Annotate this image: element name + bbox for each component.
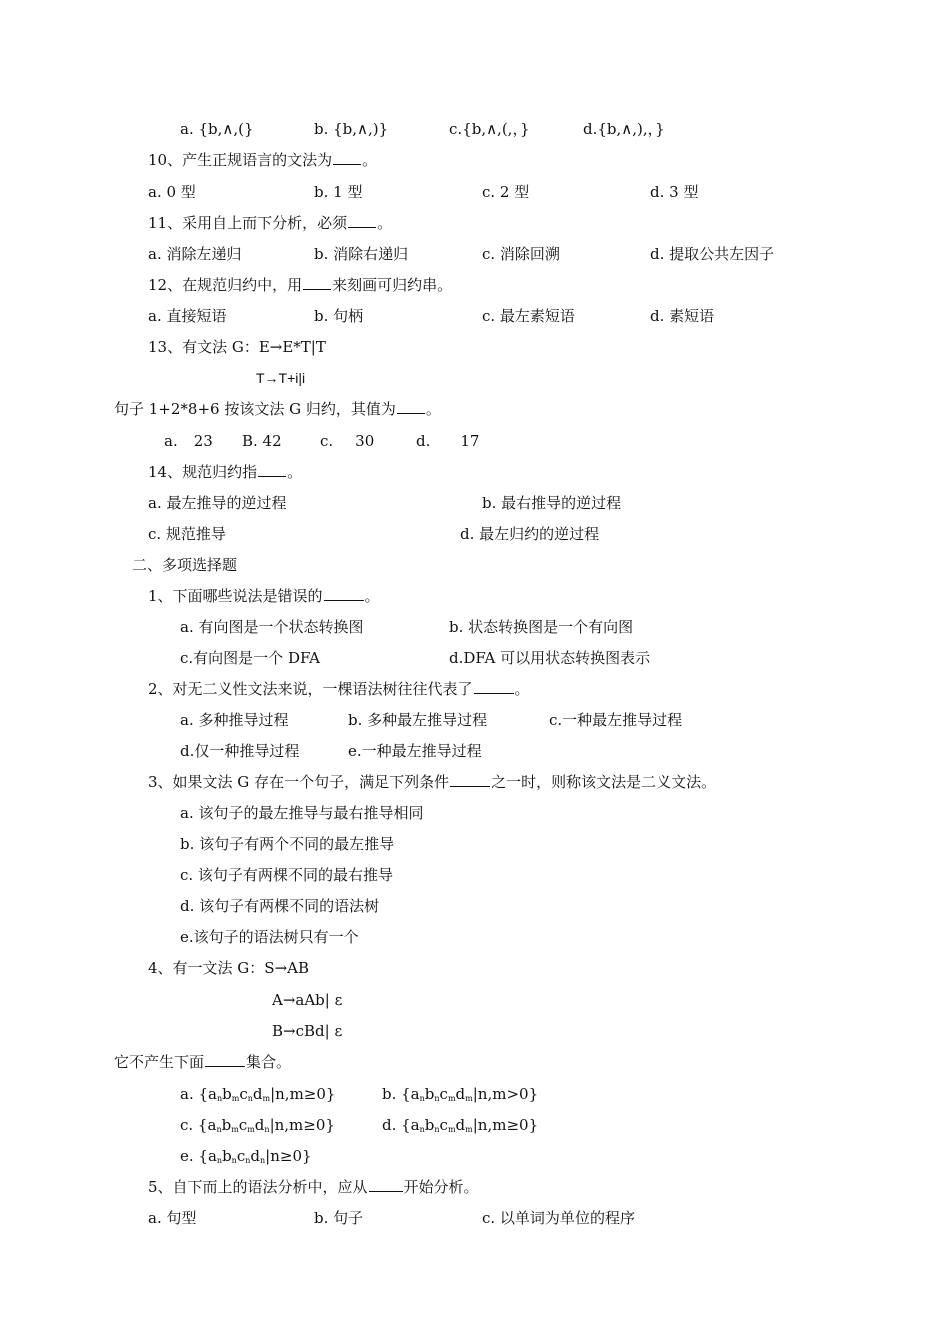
q13-option-d: d. 17 — [416, 432, 480, 450]
q14-question: 14、规范归约指 。 — [148, 463, 303, 481]
answer-blank — [205, 1054, 245, 1067]
m2-option-b: b. 多种最左推导过程 — [348, 711, 488, 729]
q11-question: 11、采用自上而下分析，必须 。 — [148, 214, 393, 232]
m3-option-c: c. 该句子有两棵不同的最右推导 — [180, 866, 393, 884]
answer-blank — [258, 464, 286, 477]
m1-question: 1、下面哪些说法是错误的 。 — [148, 587, 380, 605]
answer-blank — [369, 1179, 403, 1192]
q13-grammar-line2: T→T+i|i — [256, 370, 306, 386]
m2-question: 2、对无二义性文法来说，一棵语法树往往代表了 。 — [148, 680, 530, 698]
q13-option-b: B. 42 — [242, 432, 282, 450]
q9-option-c: c.{b,∧,(,，} — [449, 120, 530, 138]
q13-grammar-line1: 13、有文法 G：E→E*T|T — [148, 338, 326, 356]
m1-option-a: a. 有向图是一个状态转换图 — [180, 618, 364, 636]
section-heading: 二、多项选择题 — [132, 556, 238, 574]
q9-option-b: b. {b,∧,)} — [314, 120, 389, 138]
m1-option-b: b. 状态转换图是一个有向图 — [449, 618, 634, 636]
q14-option-d: d. 最左归约的逆过程 — [460, 525, 600, 543]
q10-option-c: c. 2 型 — [482, 183, 530, 201]
q12-option-c: c. 最左素短语 — [482, 307, 575, 325]
q10-question: 10、产生正规语言的文法为 。 — [148, 151, 378, 169]
answer-blank — [333, 152, 361, 165]
q10-option-d: d. 3 型 — [650, 183, 699, 201]
m3-option-e: e.该句子的语法树只有一个 — [180, 928, 359, 946]
m4-option-c: c. $\{a_nb_mc_md_n|n,m\ge 0\}$ — [180, 1116, 335, 1134]
q13-option-c: c. 30 — [320, 432, 375, 450]
q14-option-c: c. 规范推导 — [148, 525, 226, 543]
m2-option-c: c.一种最左推导过程 — [549, 711, 683, 729]
m5-option-b: b. 句子 — [314, 1209, 364, 1227]
q12-question: 12、在规范归约中，用 来刻画可归约串。 — [148, 276, 453, 294]
q11-option-d: d. 提取公共左因子 — [650, 245, 775, 263]
m5-option-a: a. 句型 — [148, 1209, 197, 1227]
q13-option-a: a. 23 — [164, 432, 213, 450]
q10-option-b: b. 1 型 — [314, 183, 363, 201]
m3-option-a: a. 该句子的最左推导与最右推导相同 — [180, 804, 424, 822]
answer-blank — [324, 588, 364, 601]
answer-blank — [303, 277, 331, 290]
q14-option-a: a. 最左推导的逆过程 — [148, 494, 287, 512]
m3-option-d: d. 该句子有两棵不同的语法树 — [180, 897, 380, 915]
m2-option-e: e.一种最左推导过程 — [348, 742, 482, 760]
m5-question: 5、自下而上的语法分析中，应从 开始分析。 — [148, 1178, 479, 1196]
m4-grammar-line3: B→cBd| ε — [272, 1022, 343, 1040]
m2-option-a: a. 多种推导过程 — [180, 711, 289, 729]
m3-question: 3、如果文法 G 存在一个句子，满足下列条件 之一时，则称该文法是二义文法。 — [148, 773, 717, 791]
q12-option-a: a. 直接短语 — [148, 307, 227, 325]
m3-option-b: b. 该句子有两个不同的最左推导 — [180, 835, 395, 853]
q11-option-a: a. 消除左递归 — [148, 245, 242, 263]
m4-grammar-line1: 4、有一文法 G：S→AB — [148, 959, 309, 977]
q11-option-c: c. 消除回溯 — [482, 245, 560, 263]
m4-grammar-line2: A→aAb| ε — [272, 991, 343, 1009]
m1-option-c: c.有向图是一个 DFA — [180, 649, 320, 667]
q12-option-b: b. 句柄 — [314, 307, 364, 325]
m2-option-d: d.仅一种推导过程 — [180, 742, 300, 760]
q12-option-d: d. 素短语 — [650, 307, 715, 325]
q13-sentence: 句子 1+2*8+6 按该文法 G 归约，其值为 。 — [114, 400, 441, 418]
answer-blank — [450, 774, 490, 787]
m5-option-c: c. 以单词为单位的程序 — [482, 1209, 635, 1227]
q14-option-b: b. 最右推导的逆过程 — [482, 494, 622, 512]
answer-blank — [397, 401, 425, 414]
q9-option-d: d.{b,∧,),，} — [583, 120, 665, 138]
q10-option-a: a. 0 型 — [148, 183, 196, 201]
answer-blank — [474, 681, 514, 694]
m1-option-d: d.DFA 可以用状态转换图表示 — [449, 649, 651, 667]
m4-option-e: e. $\{a_nb_nc_nd_n|n\ge 0\}$ — [180, 1147, 312, 1165]
m4-option-a: a. $\{a_nb_mc_nd_m|n,m\ge 0\}$ — [180, 1085, 336, 1103]
q9-option-a: a. {b,∧,(} — [180, 120, 254, 138]
m4-option-d: d. $\{a_nb_nc_md_m|n,m\ge 0\}$ — [382, 1116, 539, 1134]
m4-option-b: b. $\{a_nb_nc_md_m|n,m>0\}$ — [382, 1085, 539, 1103]
m4-sentence: 它不产生下面 集合。 — [114, 1053, 292, 1071]
answer-blank — [348, 215, 376, 228]
q11-option-b: b. 消除右递归 — [314, 245, 409, 263]
